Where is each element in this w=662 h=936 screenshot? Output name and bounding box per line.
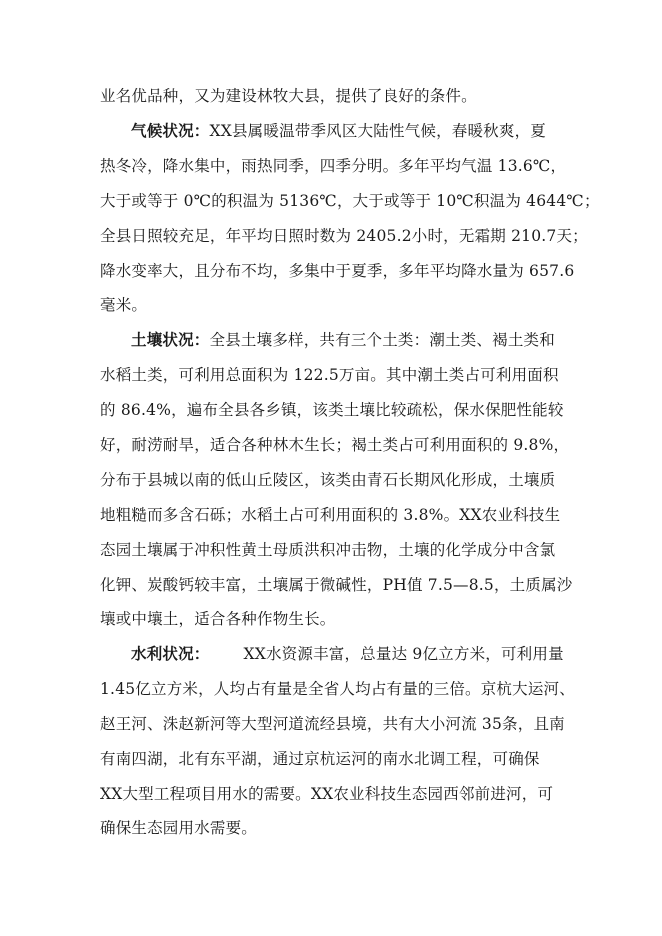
climate-line: 热冬冷，降水集中，雨热同季，四季分明。多年平均气温 13.6℃，	[100, 157, 567, 175]
intro-line: 业名优品种，又为建设林牧大县，提供了良好的条件。	[100, 87, 477, 105]
soil-line: 好，耐涝耐旱，适合各种林木生长；褐土类占可利用面积的 9.8%，	[100, 436, 570, 454]
soil-line: 态园土壤属于冲积性黄土母质洪积冲击物，土壤的化学成分中含氯	[100, 541, 556, 559]
soil-line: 壤或中壤土，适合各种作物生长。	[100, 610, 336, 628]
climate-line: 全县日照较充足，年平均日照时数为 2405.2小时，无霜期 210.7天；	[100, 227, 588, 245]
water-paragraph-first-line	[131, 644, 564, 664]
water-line: 有南四湖，北有东平湖，通过京杭运河的南水北调工程，可确保	[100, 750, 540, 768]
water-heading: 水利状况：	[131, 644, 210, 663]
climate-line-text: XX县属暖温带季风区大陆性气候，春暖秋爽，夏	[209, 122, 546, 140]
water-line-text: XX水资源丰富，总量达 9亿立方米，可利用量	[243, 645, 564, 663]
water-line: XX大型工程项目用水的需要。XX农业科技生态园西邻前进河，可	[100, 785, 554, 803]
soil-line: 地粗糙而多含石砾；水稻土占可利用面积的 3.8%。XX农业科技生	[100, 506, 561, 524]
soil-line: 分布于县城以南的低山丘陵区，该类由青石长期风化形成，土壤质	[100, 471, 556, 489]
soil-line: 水稻土类，可利用总面积为 122.5万亩。其中潮土类占可利用面积	[100, 366, 559, 384]
soil-line-text: 全县土壤多样，共有三个土类：潮土类、褐土类和	[209, 331, 555, 349]
climate-line: 大于或等于 0℃的积温为 5136℃，大于或等于 10℃积温为 4644℃；	[100, 192, 600, 210]
climate-paragraph-first-line	[131, 121, 546, 141]
water-line: 赵王河、洙赵新河等大型河道流经县境，共有大小河流 35条，且南	[100, 715, 565, 733]
climate-line: 毫米。	[100, 296, 148, 314]
climate-heading: 气候状况：	[131, 121, 210, 140]
soil-line: 化钾、炭酸钙较丰富，土壤属于微碱性，PH值 7.5—8.5，土质属沙	[100, 576, 573, 594]
water-line: 确保生态园用水需要。	[100, 819, 258, 837]
soil-heading: 土壤状况：	[131, 330, 210, 349]
climate-line: 降水变率大，且分布不均，多集中于夏季，多年平均降水量为 657.6	[100, 262, 575, 280]
soil-line: 的 86.4%，遍布全县各乡镇，该类土壤比较疏松，保水保肥性能较	[100, 401, 564, 419]
water-line: 1.45亿立方米，人均占有量是全省人均占有量的三倍。京杭大运河、	[100, 680, 575, 698]
soil-paragraph-first-line	[131, 330, 555, 350]
